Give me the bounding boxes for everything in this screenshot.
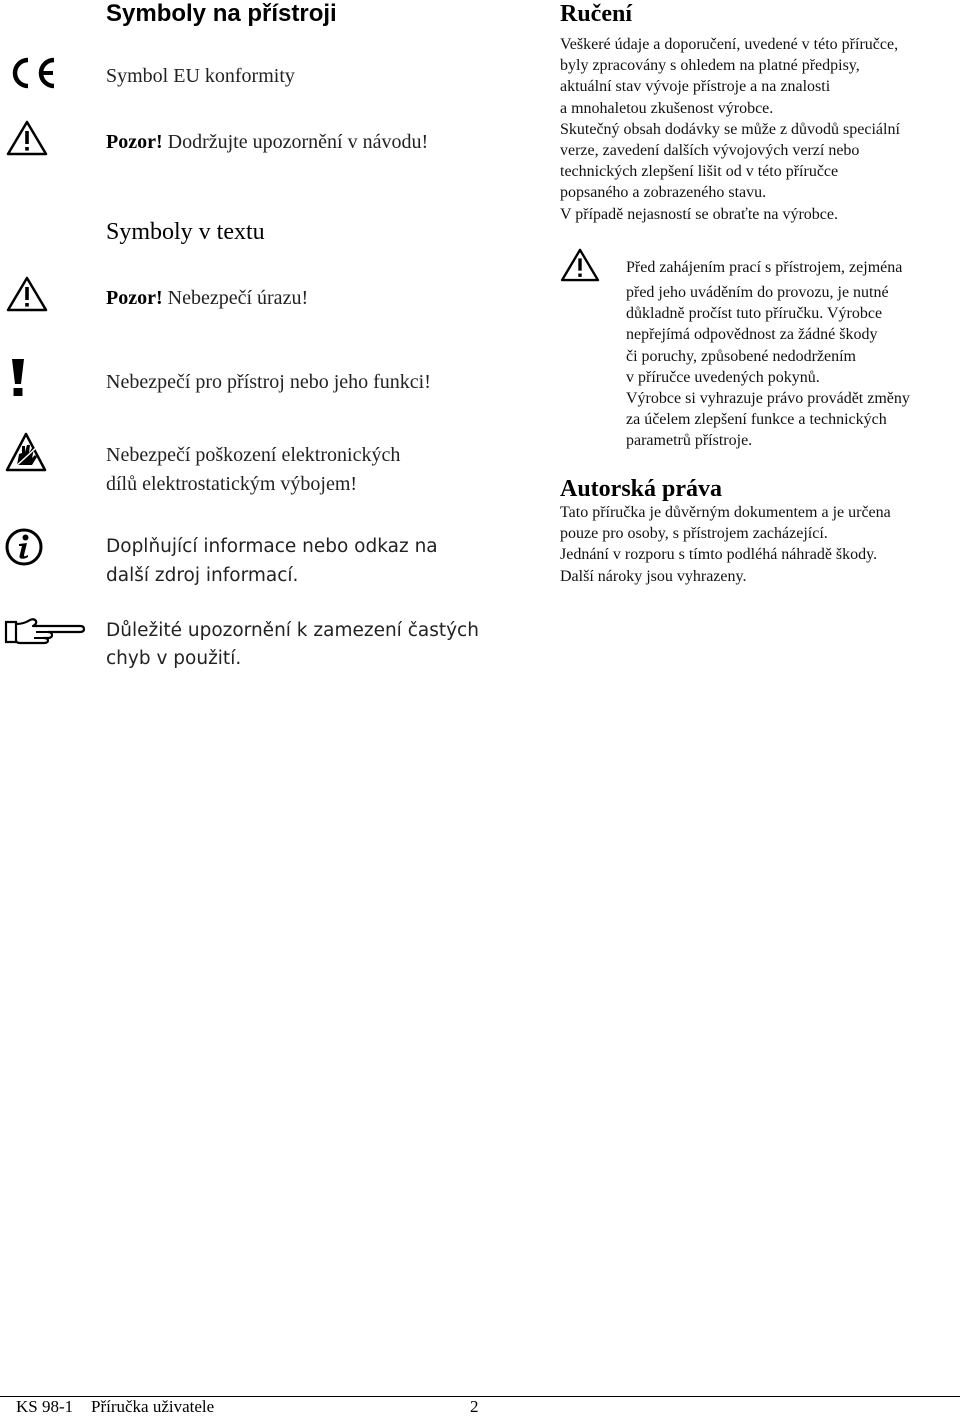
info-label-line2: další zdroj informací. (106, 565, 299, 586)
injury-label-bold: Pozor! (106, 287, 163, 309)
warning-line: za účelem zlepšení funkce a technických (626, 411, 887, 429)
liability-line: popsaného a zobrazeného stavu. (560, 184, 767, 202)
heading-symbols-on-device: Symboly na přístroji (106, 0, 337, 27)
hint-label-line1: Důležité upozornění k zamezení častých (106, 620, 479, 641)
copyright-line: Jednání v rozporu s tímto podléhá náhradě škody. (560, 546, 878, 564)
warning-line: nepřejímá odpovědnost za žádné škody (626, 326, 878, 344)
warning-triangle-icon (560, 248, 600, 282)
hint-label-line2: chyb v použití. (106, 648, 242, 669)
warn-label-rest: Dodržujte upozornění v návodu! (162, 131, 429, 153)
warning-line: Výrobce si vyhrazuje právo provádět změny (626, 389, 910, 407)
copyright-heading: Autorská práva (560, 476, 723, 502)
liability-line: Skutečný obsah dodávky se může z důvodů speciální (560, 120, 900, 138)
warning-line: před jeho uváděním do provozu, je nutné (626, 284, 889, 301)
ce-label: Symbol EU konformity (106, 65, 295, 87)
warn-label-bold: Pozor! (106, 131, 163, 153)
injury-label (106, 284, 308, 312)
copyright-line: Tato příručka je důvěrným dokumentem a je určena (560, 504, 891, 521)
warning-line: důkladně pročíst tuto příručku. Výrobce (626, 305, 883, 323)
liability-line: Veškeré údaje a doporučení, uvedené v této příručce, (560, 36, 899, 53)
exclamation-icon (8, 358, 28, 398)
warning-triangle-icon (6, 120, 48, 156)
info-circle-icon (5, 528, 43, 566)
ce-mark-icon (6, 55, 58, 91)
footer-doc-id: KS 98-1 (16, 1397, 74, 1416)
liability-line: V případě nejasností se obraťte na výrobce. (560, 205, 839, 223)
warn-label (106, 128, 428, 156)
liability-line: a mnohaletou zkušenost výrobce. (560, 99, 774, 117)
warning-text (626, 257, 910, 452)
liability-line: byly zpracovány s ohledem na platné předpisy, (560, 57, 860, 75)
esd-hand-icon (5, 432, 47, 472)
heading-symbols-in-text: Symboly v textu (106, 219, 265, 245)
liability-line: aktuální stav vývoje přístroje a na znalosti (560, 78, 831, 96)
pointing-hand-icon (4, 616, 86, 646)
esd-label-line1: Nebezpečí poškození elektronických (106, 444, 401, 466)
warning-line: parametrů přístroje. (626, 432, 753, 450)
device-danger-label: Nebezpečí pro přístroj nebo jeho funkci! (106, 371, 431, 393)
liability-line: verze, zavedení dalších vývojových verzí nebo (560, 141, 860, 159)
liability-line: technických zlepšení lišit od v této příručce (560, 163, 839, 181)
warning-line: Před zahájením prací s přístrojem, zejména (626, 259, 903, 276)
footer-doc-title: Příručka uživatele (91, 1397, 215, 1416)
liability-text (560, 34, 900, 225)
liability-heading: Ručení (560, 1, 632, 27)
warning-line: v příručce uvedených pokynů. (626, 368, 820, 386)
footer-page-number: 2 (470, 1397, 479, 1416)
info-label-line1: Doplňující informace nebo odkaz na (106, 536, 438, 557)
copyright-line: pouze pro osoby, s přístrojem zacházející. (560, 525, 828, 543)
copyright-line: Další nároky jsou vyhrazeny. (560, 567, 747, 585)
warning-triangle-icon (6, 276, 48, 312)
esd-label-line2: dílů elektrostatickým výbojem! (106, 473, 358, 495)
injury-label-rest: Nebezpečí úrazu! (162, 287, 309, 309)
warning-line: či poruchy, způsobené nedodržením (626, 347, 856, 365)
copyright-text (560, 502, 891, 587)
